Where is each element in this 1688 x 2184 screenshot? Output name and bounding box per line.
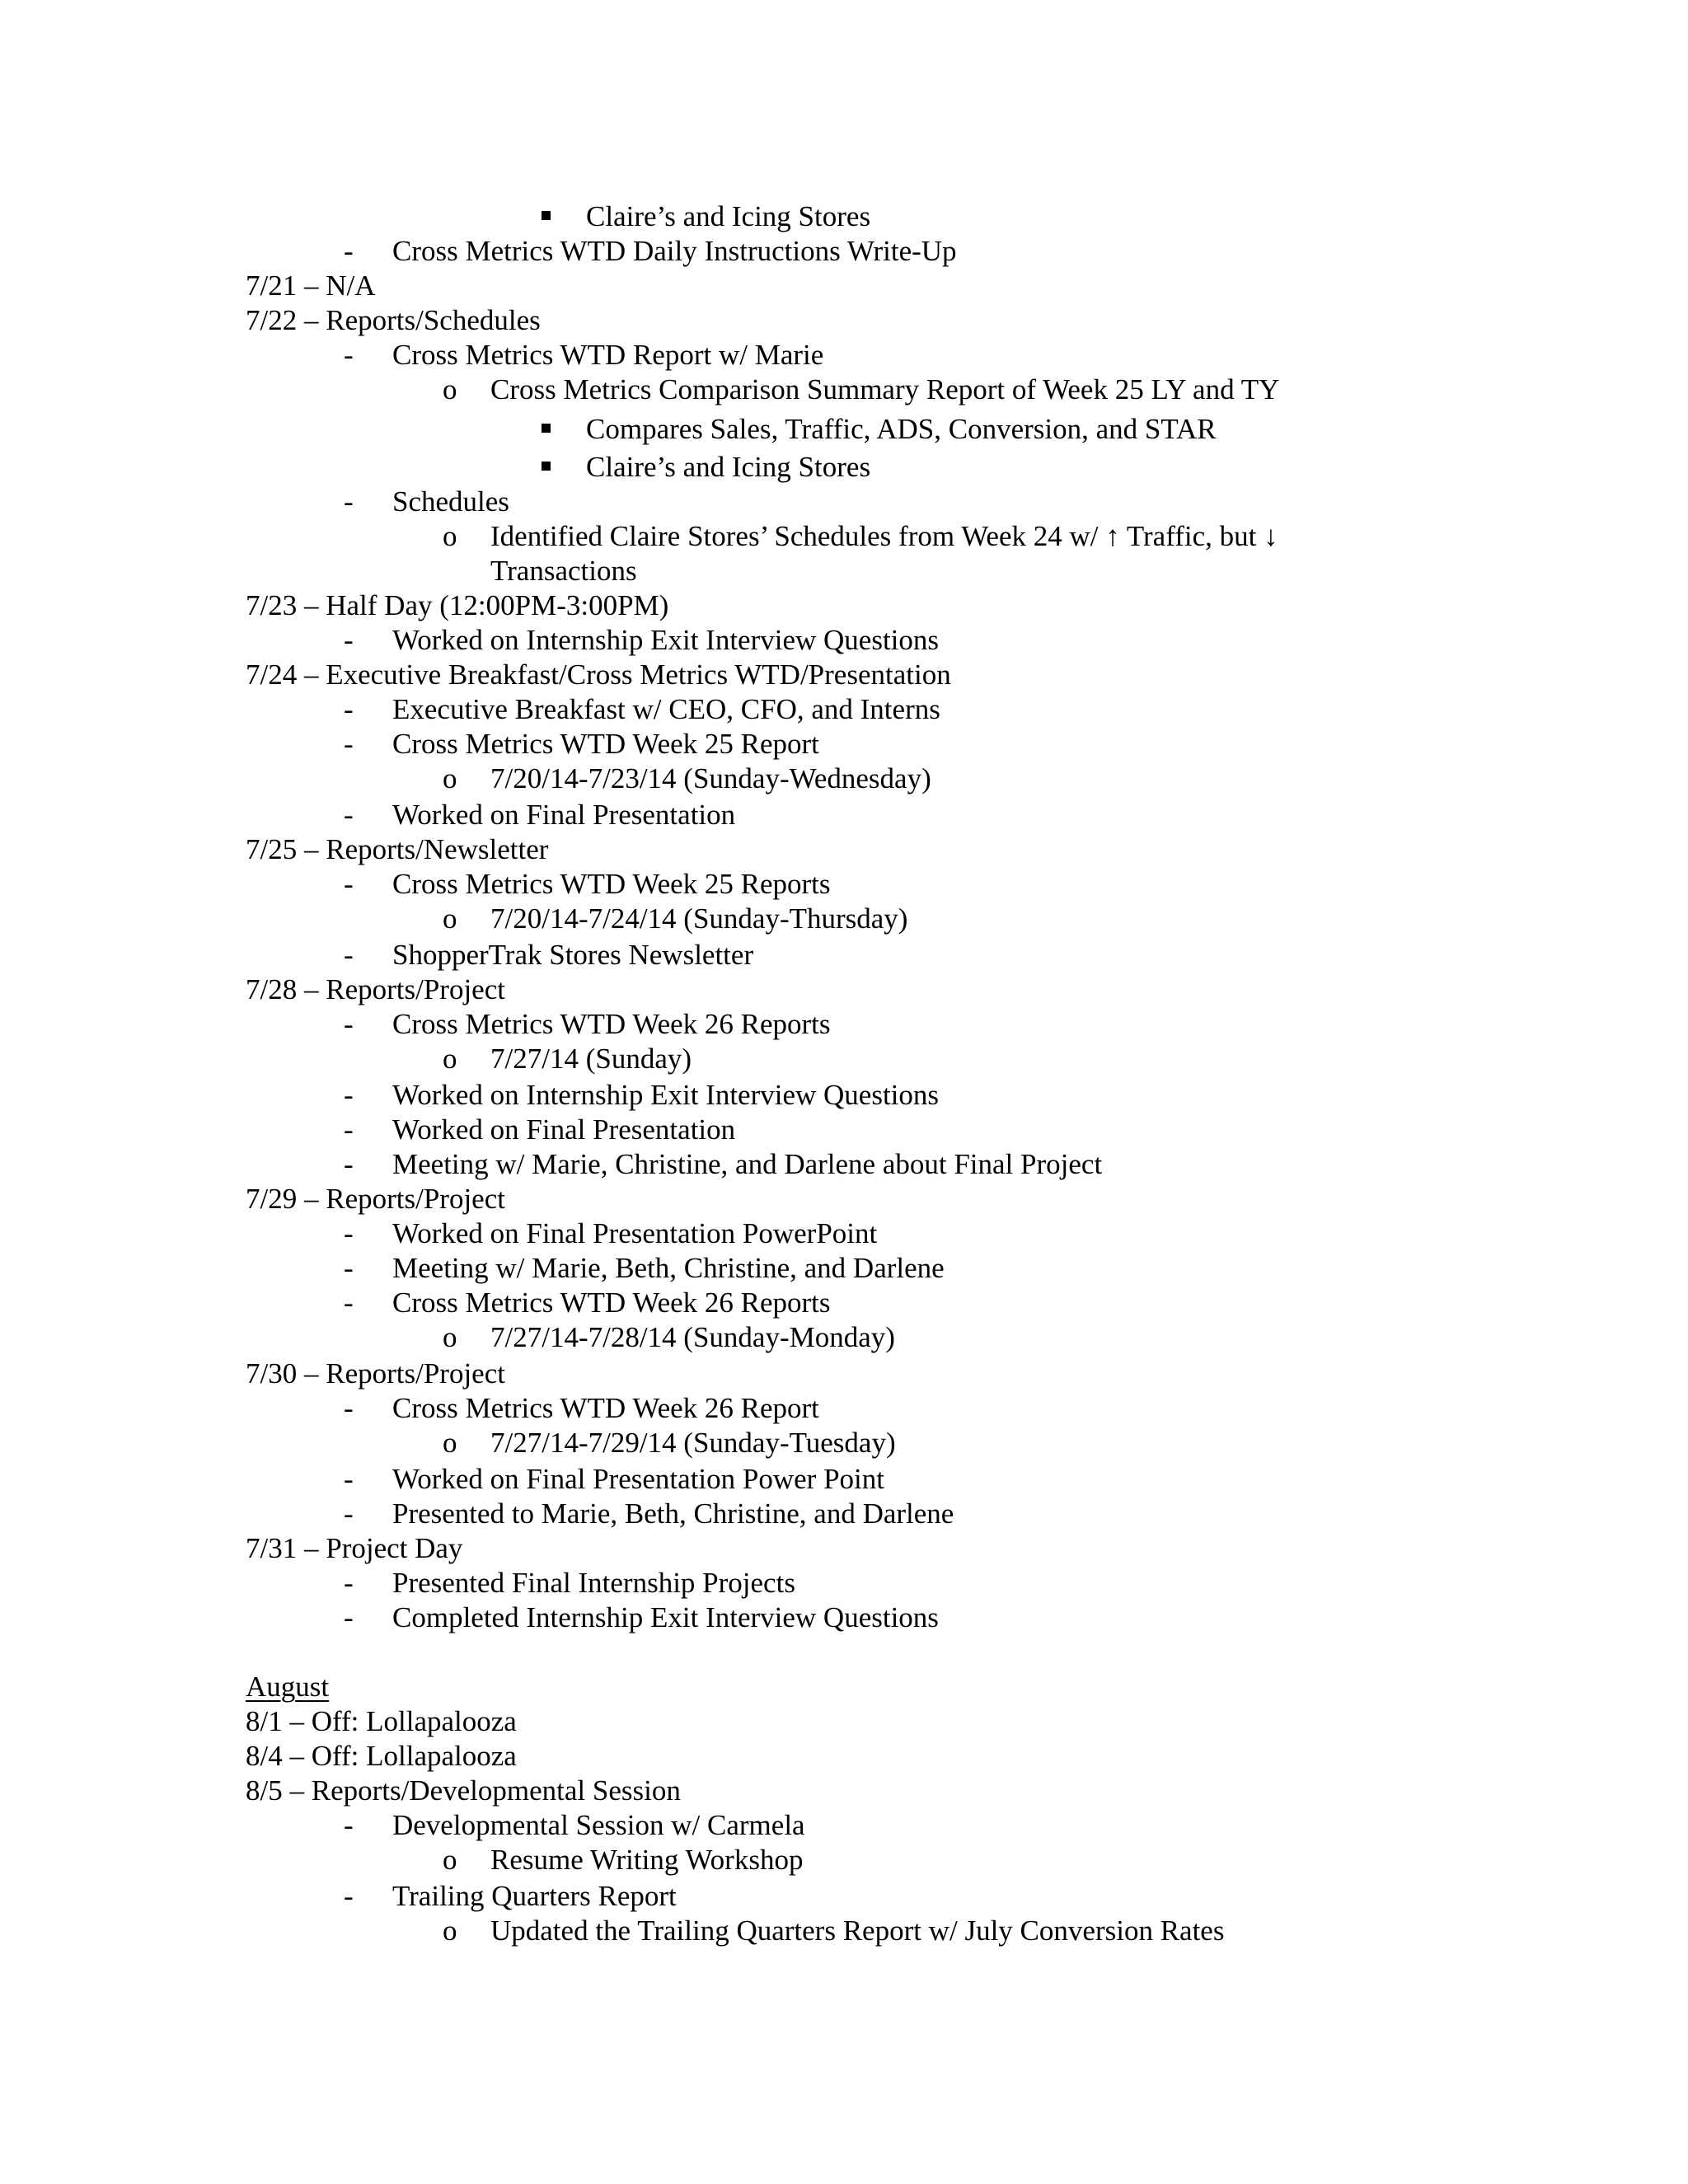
date-heading: 8/1 – Off: Lollapalooza: [246, 1705, 517, 1737]
list-item-level-1: Meeting w/ Marie, Christine, and Darlene about Final Project: [392, 1148, 1103, 1180]
list-item-level-1: Cross Metrics WTD Week 26 Reports: [392, 1286, 831, 1319]
list-item-level-1: Presented to Marie, Beth, Christine, and Darlene: [392, 1497, 954, 1530]
list-item-level-1: Schedules: [392, 485, 509, 518]
list-item-level-1: Worked on Final Presentation Power Point: [392, 1463, 884, 1495]
date-heading: 7/24 – Executive Breakfast/Cross Metrics WTD/Presentation: [246, 658, 951, 691]
month-heading: August: [246, 1671, 330, 1703]
list-item-level-1: Worked on Final Presentation PowerPoint: [392, 1217, 878, 1249]
circle-bullet: o: [443, 1043, 457, 1075]
dash-bullet: -: [344, 485, 354, 518]
circle-bullet: o: [443, 762, 457, 794]
list-item-level-2-continuation: Transactions: [490, 555, 637, 587]
dash-bullet: -: [344, 1497, 354, 1530]
list-item-level-3: Compares Sales, Traffic, ADS, Conversion, and STAR: [586, 413, 1217, 445]
date-heading: 8/4 – Off: Lollapalooza: [246, 1740, 517, 1772]
circle-bullet: o: [443, 1321, 457, 1353]
list-item-level-2: 7/20/14-7/23/14 (Sunday-Wednesday): [490, 762, 931, 794]
list-item-level-3: Claire’s and Icing Stores: [586, 200, 871, 232]
dash-bullet: -: [344, 693, 354, 725]
date-heading: 7/22 – Reports/Schedules: [246, 304, 541, 336]
circle-bullet: o: [443, 1844, 457, 1876]
list-item-level-2: 7/27/14-7/28/14 (Sunday-Monday): [490, 1321, 895, 1353]
circle-bullet: o: [443, 1915, 457, 1947]
dash-bullet: -: [344, 1286, 354, 1319]
dash-bullet: -: [344, 1008, 354, 1040]
list-item-level-2: 7/20/14-7/24/14 (Sunday-Thursday): [490, 902, 908, 935]
list-item-level-1: Worked on Internship Exit Interview Questions: [392, 624, 940, 656]
dash-bullet: -: [344, 1392, 354, 1424]
dash-bullet: -: [344, 1148, 354, 1180]
square-bullet-icon: [542, 462, 551, 471]
dash-bullet: -: [344, 1601, 354, 1633]
dash-bullet: -: [344, 728, 354, 760]
list-item-level-2: Cross Metrics Comparison Summary Report of Week 25 LY and TY: [490, 373, 1280, 405]
list-item-level-2: Resume Writing Workshop: [490, 1844, 804, 1876]
list-item-level-1: Worked on Internship Exit Interview Questions: [392, 1079, 940, 1111]
list-item-level-1: Worked on Final Presentation: [392, 1113, 736, 1146]
date-heading: 7/21 – N/A: [246, 269, 376, 302]
list-item-level-1: Cross Metrics WTD Week 26 Report: [392, 1392, 819, 1424]
list-item-level-1: Developmental Session w/ Carmela: [392, 1809, 805, 1841]
list-item-level-1: Meeting w/ Marie, Beth, Christine, and Darlene: [392, 1252, 945, 1284]
square-bullet-icon: [542, 211, 551, 220]
dash-bullet: -: [344, 1079, 354, 1111]
dash-bullet: -: [344, 1113, 354, 1146]
list-item-level-1: Cross Metrics WTD Week 26 Reports: [392, 1008, 831, 1040]
date-heading: 7/30 – Reports/Project: [246, 1357, 505, 1390]
dash-bullet: -: [344, 799, 354, 831]
list-item-level-2: Updated the Trailing Quarters Report w/ July Conversion Rates: [490, 1915, 1225, 1947]
dash-bullet: -: [344, 1880, 354, 1912]
list-item-level-1: Cross Metrics WTD Report w/ Marie: [392, 339, 824, 371]
circle-bullet: o: [443, 1427, 457, 1459]
list-item-level-1: Presented Final Internship Projects: [392, 1567, 795, 1599]
circle-bullet: o: [443, 373, 457, 405]
date-heading: 7/28 – Reports/Project: [246, 973, 505, 1005]
list-item-level-1: Cross Metrics WTD Daily Instructions Write-Up: [392, 235, 957, 267]
dash-bullet: -: [344, 939, 354, 971]
list-item-level-2: Identified Claire Stores’ Schedules from Week 24 w/ ↑ Traffic, but ↓: [490, 520, 1278, 552]
dash-bullet: -: [344, 1463, 354, 1495]
circle-bullet: o: [443, 902, 457, 935]
list-item-level-1: Trailing Quarters Report: [392, 1880, 677, 1912]
dash-bullet: -: [344, 868, 354, 900]
dash-bullet: -: [344, 1252, 354, 1284]
list-item-level-1: Cross Metrics WTD Week 25 Reports: [392, 868, 831, 900]
date-heading: 7/23 – Half Day (12:00PM-3:00PM): [246, 589, 669, 621]
date-heading: 7/25 – Reports/Newsletter: [246, 833, 549, 865]
circle-bullet: o: [443, 520, 457, 552]
list-item-level-1: Worked on Final Presentation: [392, 799, 736, 831]
date-heading: 7/29 – Reports/Project: [246, 1183, 505, 1215]
dash-bullet: -: [344, 1567, 354, 1599]
date-heading: 8/5 – Reports/Developmental Session: [246, 1774, 681, 1807]
dash-bullet: -: [344, 1217, 354, 1249]
list-item-level-2: 7/27/14-7/29/14 (Sunday-Tuesday): [490, 1427, 896, 1459]
list-item-level-1: Completed Internship Exit Interview Questions: [392, 1601, 939, 1633]
dash-bullet: -: [344, 1809, 354, 1841]
dash-bullet: -: [344, 624, 354, 656]
list-item-level-1: ShopperTrak Stores Newsletter: [392, 939, 754, 971]
list-item-level-3: Claire’s and Icing Stores: [586, 451, 871, 483]
date-heading: 7/31 – Project Day: [246, 1532, 463, 1564]
list-item-level-1: Executive Breakfast w/ CEO, CFO, and Interns: [392, 693, 940, 725]
square-bullet-icon: [542, 424, 551, 433]
dash-bullet: -: [344, 339, 354, 371]
list-item-level-1: Cross Metrics WTD Week 25 Report: [392, 728, 819, 760]
dash-bullet: -: [344, 235, 354, 267]
list-item-level-2: 7/27/14 (Sunday): [490, 1043, 692, 1075]
